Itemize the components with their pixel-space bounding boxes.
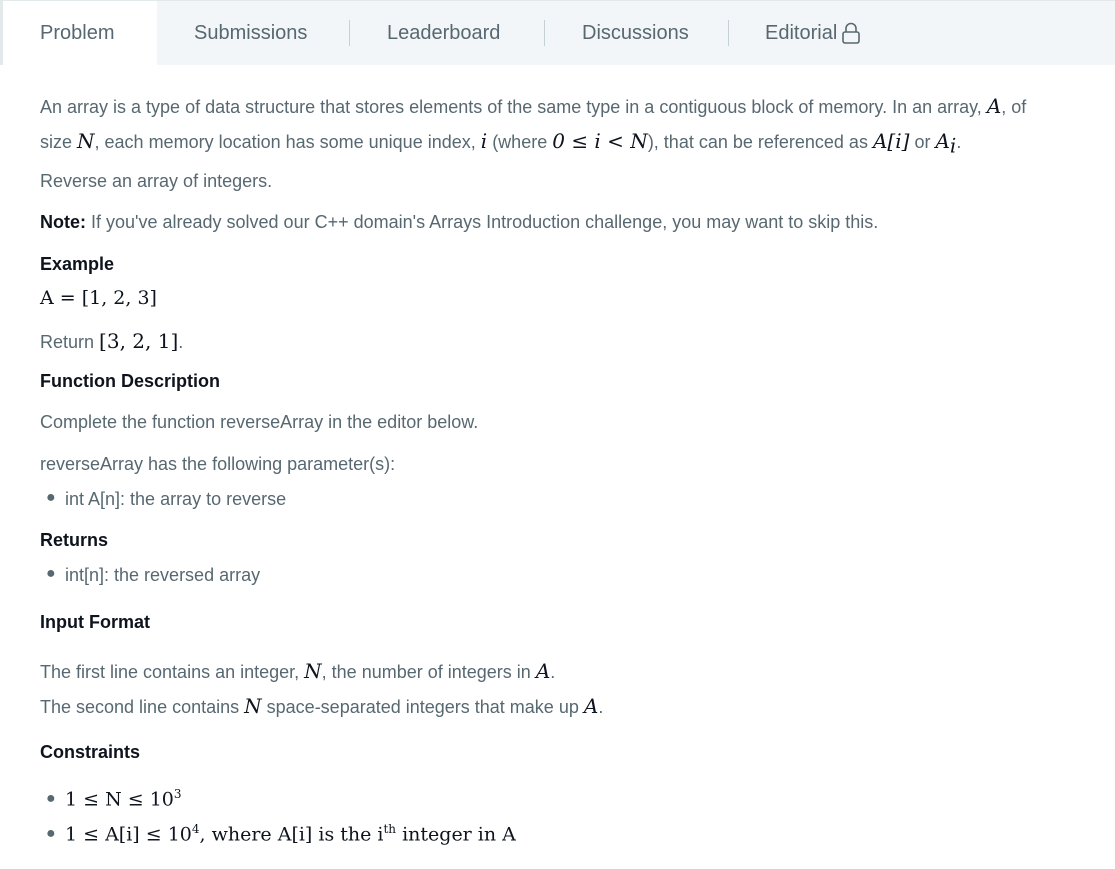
tab-problem[interactable] xyxy=(0,1,157,65)
tab-leaderboard-label: Leaderboard xyxy=(387,21,501,44)
constraint-item xyxy=(40,822,740,848)
tab-divider xyxy=(544,20,545,46)
constraint-expr: , where A[i] is the i xyxy=(199,823,384,846)
tab-submissions-label: Submissions xyxy=(194,21,308,44)
example-assign: A = [1, 2, 3] xyxy=(40,287,157,309)
math-var: N xyxy=(77,129,95,153)
intro-line-1 xyxy=(40,94,1026,118)
input-format-line-1 xyxy=(40,659,555,683)
math-subscript: i xyxy=(949,133,957,158)
returns-text: int[n]: the reversed array xyxy=(65,565,261,585)
input-format-line-2 xyxy=(40,694,603,718)
input-text: The first line contains an integer, xyxy=(40,662,300,682)
math-var: A xyxy=(935,129,950,153)
returns-heading: Returns xyxy=(40,530,109,550)
parameters-line: reverseArray has the following parameter(s): xyxy=(40,454,396,474)
tab-leaderboard[interactable] xyxy=(387,1,500,65)
tab-bar xyxy=(0,0,1115,65)
constraints-heading: Constraints xyxy=(40,742,141,762)
math-expr: A[i] xyxy=(872,129,910,153)
return-label: Return xyxy=(40,332,95,352)
bullet: ● xyxy=(46,489,56,506)
intro-text: ), that can be referenced as xyxy=(647,132,868,152)
returns-item xyxy=(40,565,640,589)
task-text: Reverse an array of integers. xyxy=(40,171,273,191)
tab-divider xyxy=(728,20,729,46)
constraint-text xyxy=(65,822,516,845)
intro-text: . xyxy=(956,132,962,152)
constraint-text xyxy=(65,787,182,810)
example-return xyxy=(40,329,183,353)
math-var: A xyxy=(535,659,551,683)
bullet: ● xyxy=(46,565,56,582)
intro-text: , of xyxy=(1001,97,1027,117)
return-value: [3, 2, 1] xyxy=(99,329,179,353)
parameter-text: int A[n]: the array to reverse xyxy=(65,489,287,509)
intro-text: size xyxy=(40,132,73,152)
bullet: ● xyxy=(46,825,56,842)
intro-text: , each memory location has some unique index, xyxy=(94,132,476,152)
tab-discussions-label: Discussions xyxy=(582,21,689,44)
return-end: . xyxy=(178,332,184,352)
intro-line-2 xyxy=(40,129,961,158)
input-text: space-separated integers that make up xyxy=(266,697,579,717)
tab-submissions[interactable] xyxy=(194,1,307,65)
function-description-line: Complete the function reverseArray in the editor below. xyxy=(40,412,479,432)
math-var: A xyxy=(583,694,599,718)
constraint-exponent: 4 xyxy=(191,822,200,836)
math-var: i xyxy=(480,129,488,153)
tab-editorial[interactable] xyxy=(765,1,861,65)
input-text: . xyxy=(550,662,556,682)
tab-discussions[interactable] xyxy=(582,1,689,65)
tab-problem-label: Problem xyxy=(40,21,115,44)
note xyxy=(40,212,878,233)
math-expr: 0 ≤ i < N xyxy=(552,129,648,153)
constraint-expr: 1 ≤ A[i] ≤ 10 xyxy=(65,823,192,846)
constraint-exponent: th xyxy=(383,822,397,836)
input-text: , the number of integers in xyxy=(321,662,531,682)
input-format-heading: Input Format xyxy=(40,612,150,632)
tab-editorial-label: Editorial xyxy=(765,21,838,44)
note-label: Note: xyxy=(40,212,86,232)
math-var: A xyxy=(986,94,1002,118)
intro-text: An array is a type of data structure that stores elements of the same type in a contiguous block of memory. In an array, xyxy=(40,97,982,117)
constraint-expr: integer in A xyxy=(396,823,516,846)
tab-divider xyxy=(349,20,350,46)
math-var: N xyxy=(244,694,262,718)
parameter-item xyxy=(40,489,640,513)
intro-text: (where xyxy=(492,132,548,152)
bullet: ● xyxy=(46,790,56,807)
math-var: N xyxy=(304,659,322,683)
constraint-item xyxy=(40,787,640,813)
constraint-exponent: 3 xyxy=(173,787,182,801)
note-text: If you've already solved our C++ domain's Arrays Introduction challenge, you may want to skip this. xyxy=(91,212,879,232)
input-text: . xyxy=(598,697,604,717)
example-heading: Example xyxy=(40,254,115,274)
input-text: The second line contains xyxy=(40,697,240,717)
function-description-heading: Function Description xyxy=(40,371,220,391)
intro-text: or xyxy=(914,132,931,152)
constraint-expr: 1 ≤ N ≤ 10 xyxy=(65,788,174,811)
lock-icon xyxy=(841,22,861,44)
